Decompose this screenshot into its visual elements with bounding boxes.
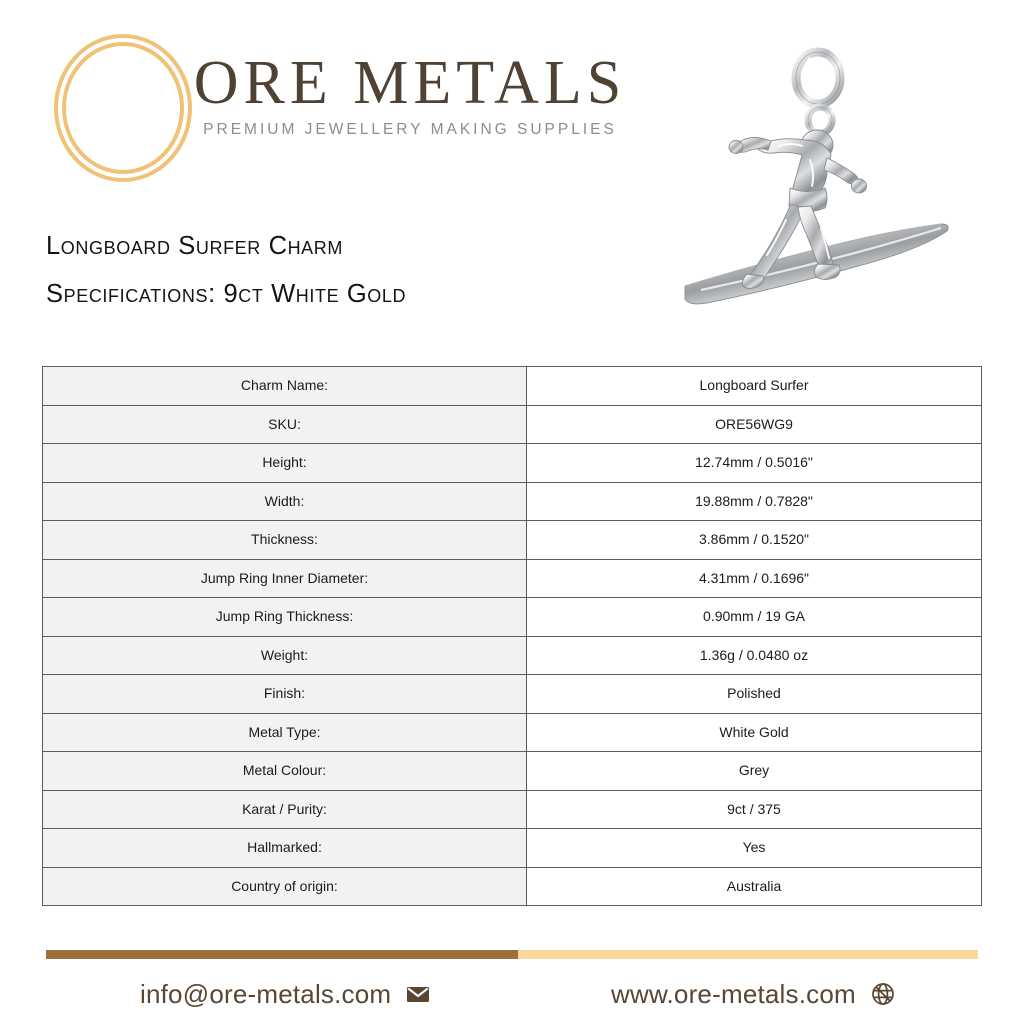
spec-value-cell: 0.90mm / 19 GA — [527, 598, 982, 637]
footer-divider — [46, 950, 978, 959]
spec-label-cell: Charm Name: — [43, 367, 527, 406]
spec-label-cell: Thickness: — [43, 521, 527, 560]
spec-label-cell: Metal Type: — [43, 713, 527, 752]
table-row — [43, 636, 982, 675]
spec-label-cell: Finish: — [43, 675, 527, 714]
spec-value-cell: Longboard Surfer — [527, 367, 982, 406]
table-row — [43, 713, 982, 752]
brand-tagline: PREMIUM JEWELLERY MAKING SUPPLIES — [203, 121, 617, 138]
spec-value-cell: ORE56WG9 — [527, 405, 982, 444]
spec-label-cell: Jump Ring Thickness: — [43, 598, 527, 637]
footer-email-label: info@ore-metals.com — [140, 978, 392, 1009]
spec-label-cell: Weight: — [43, 636, 527, 675]
table-row — [43, 752, 982, 791]
table-row — [43, 405, 982, 444]
table-row — [43, 559, 982, 598]
table-row — [43, 521, 982, 560]
page-subtitle: Specifications: 9ct White Gold — [46, 280, 407, 308]
table-row — [43, 867, 982, 906]
footer-divider-right — [518, 950, 978, 959]
spec-value-cell: 4.31mm / 0.1696" — [527, 559, 982, 598]
brand-name: ORE METALS — [193, 49, 627, 117]
table-row — [43, 444, 982, 483]
envelope-icon — [405, 981, 431, 1007]
brand-logo — [52, 28, 632, 188]
spec-value-cell: 12.74mm / 0.5016" — [527, 444, 982, 483]
globe-icon — [870, 981, 896, 1007]
footer-email[interactable] — [140, 968, 431, 1020]
table-row — [43, 482, 982, 521]
footer-contacts — [46, 968, 978, 1020]
footer-divider-left — [46, 950, 518, 959]
spec-value-cell: Grey — [527, 752, 982, 791]
page-title: Longboard Surfer Charm — [46, 232, 343, 260]
spec-value-cell: White Gold — [527, 713, 982, 752]
table-row — [43, 790, 982, 829]
spec-label-cell: Metal Colour: — [43, 752, 527, 791]
table-row — [43, 598, 982, 637]
page-footer — [0, 930, 1024, 1024]
spec-value-cell: Yes — [527, 829, 982, 868]
brand-text — [190, 48, 630, 140]
spec-label-cell: Hallmarked: — [43, 829, 527, 868]
footer-website[interactable] — [611, 968, 896, 1020]
table-row — [43, 367, 982, 406]
specifications-table-body — [43, 367, 982, 906]
specifications-table — [42, 366, 982, 906]
spec-label-cell: Karat / Purity: — [43, 790, 527, 829]
spec-label-cell: SKU: — [43, 405, 527, 444]
spec-label-cell: Width: — [43, 482, 527, 521]
document-titles — [46, 222, 746, 318]
spec-value-cell: Australia — [527, 867, 982, 906]
spec-label-cell: Height: — [43, 444, 527, 483]
spec-label-cell: Jump Ring Inner Diameter: — [43, 559, 527, 598]
spec-value-cell: 1.36g / 0.0480 oz — [527, 636, 982, 675]
spec-value-cell: 9ct / 375 — [527, 790, 982, 829]
spec-value-cell: 3.86mm / 0.1520" — [527, 521, 982, 560]
double-ring-oval-icon — [52, 32, 194, 184]
footer-website-label: www.ore-metals.com — [611, 978, 856, 1009]
table-row — [43, 829, 982, 868]
spec-value-cell: Polished — [527, 675, 982, 714]
spec-value-cell: 19.88mm / 0.7828" — [527, 482, 982, 521]
page-header — [0, 0, 1024, 200]
spec-label-cell: Country of origin: — [43, 867, 527, 906]
table-row — [43, 675, 982, 714]
